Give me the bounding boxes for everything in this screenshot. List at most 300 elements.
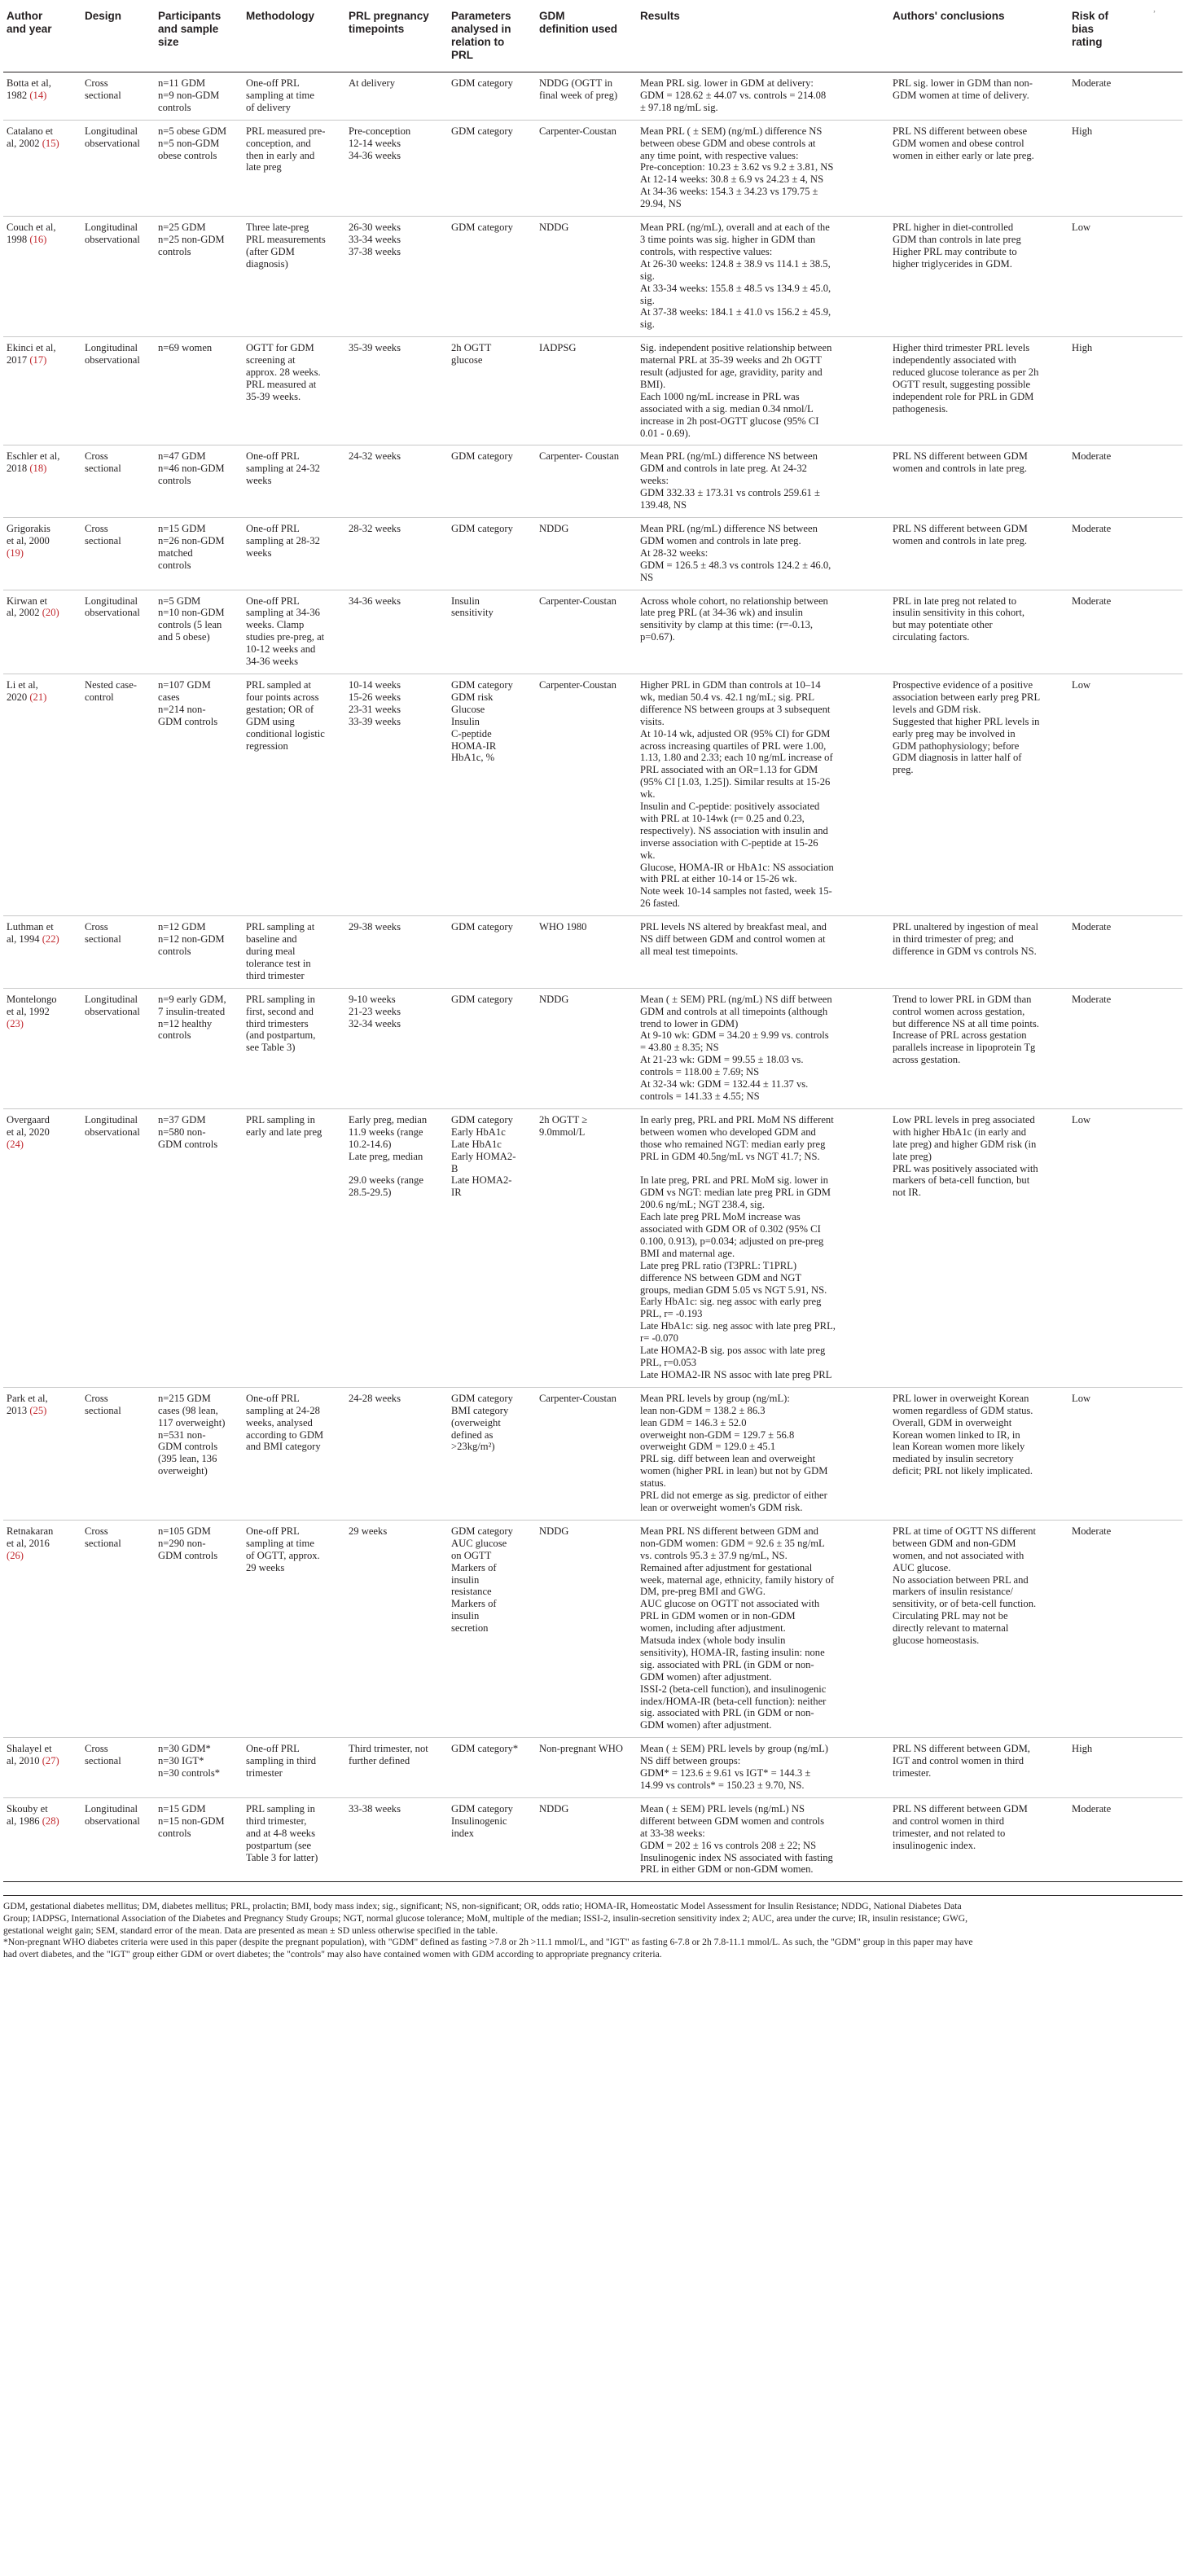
author-line xyxy=(7,234,77,246)
author-text: Couch et al, xyxy=(7,222,56,234)
cell-participants xyxy=(155,1797,243,1881)
author-line xyxy=(7,691,77,704)
cell-conclusions xyxy=(889,518,1068,590)
cell-line: Mean ( ± SEM) PRL levels by group (ng/mL) xyxy=(640,1743,829,1755)
cell-line: but difference NS at all time points. xyxy=(893,1017,1039,1029)
cell-line: and at 4-8 weeks xyxy=(246,1827,315,1839)
cell-line: n=30 GDM* xyxy=(158,1743,211,1755)
cell-participants xyxy=(155,72,243,121)
cell-line: One-off PRL xyxy=(246,1525,300,1537)
cell-line: One-off PRL xyxy=(246,523,300,534)
cell-line: Mean PRL (ng/mL), overall and at each of the xyxy=(640,222,830,234)
cell-line: Insulin xyxy=(451,715,480,727)
cell-line: At delivery xyxy=(349,77,396,89)
cell-line: between women who developed GDM and xyxy=(640,1126,816,1138)
cell-line: sampling at 34-36 xyxy=(246,607,320,619)
cell-line: PRL unaltered by ingestion of meal xyxy=(893,921,1038,933)
reference-link[interactable]: (14) xyxy=(29,89,47,101)
studies-table xyxy=(3,2,1182,1882)
cell-line: Nested case- xyxy=(85,678,137,691)
cell-line: GDM category xyxy=(451,523,513,534)
cell-line: n=30 IGT* xyxy=(158,1755,204,1767)
cell-line: sensitivity, or of beta-cell function. xyxy=(893,1598,1037,1610)
cell-results xyxy=(637,916,889,989)
cell-line: first, second and xyxy=(246,1005,314,1017)
author-text: Skouby et xyxy=(7,1802,48,1815)
author-text: 2020 xyxy=(7,691,30,703)
cell-line: n=531 non- xyxy=(158,1428,206,1441)
author-text: et al, 2016 xyxy=(7,1537,50,1549)
author-line xyxy=(7,1550,77,1562)
cell-line: PRL, r= -0.193 xyxy=(640,1308,703,1320)
cell-timepoints xyxy=(345,217,448,337)
cell-line: sensitivity xyxy=(451,607,494,619)
column-header-methodology xyxy=(243,2,345,72)
cell-line: Low PRL levels in preg associated xyxy=(893,1113,1035,1126)
cell-line: Insulin and C-peptide: positively associated xyxy=(640,801,820,813)
cell-line: GDM = 128.62 ± 44.07 vs. controls = 214.08 xyxy=(640,89,827,101)
risk-rating: High xyxy=(1072,342,1093,354)
cell-line: 14.99 vs controls* = 150.23 ± 9.70, NS. xyxy=(640,1780,805,1791)
reference-link[interactable]: (26) xyxy=(7,1549,24,1561)
cell-line: between GDM and non-GDM xyxy=(893,1537,1016,1549)
cell-timepoints xyxy=(345,72,448,121)
footnote-line: Group; IADPSG, International Association of the Diabetes and Pregnancy Study Groups; NGT, normal glucose tolerance; MoM, multiple of the median; ISSI-2, insulin-secretion sensitivity index 2; AUC, area under the curve; IR, insulin resistance; GWG, xyxy=(3,1912,968,1924)
cell-author xyxy=(3,988,81,1108)
cell-line: late preg PRL (at 34-36 wk) and insulin xyxy=(640,607,803,619)
cell-line: C-peptide xyxy=(451,727,492,739)
cell-timepoints xyxy=(345,674,448,915)
cell-line: Cross xyxy=(85,921,108,933)
cell-line: studies pre-preg, at xyxy=(246,631,325,643)
cell-line: increase in 2h post-OGTT glucose (95% CI xyxy=(640,415,819,427)
cell-line: levels and GDM risk. xyxy=(893,703,981,715)
cell-line: 1.13, 1.80 and 2.33; each 10 ng/mL increase of xyxy=(640,752,833,764)
cell-line: wk. xyxy=(640,788,656,801)
cell-line: NDDG (OGTT in xyxy=(539,77,613,89)
author-text: al, 1994 xyxy=(7,933,42,946)
author-text: Luthman et xyxy=(7,921,54,933)
cell-line: In early preg, PRL and PRL MoM NS different xyxy=(640,1113,834,1126)
cell-conclusions xyxy=(889,1108,1068,1387)
cell-parameters xyxy=(448,674,536,915)
cell-line: but may potentiate other xyxy=(893,619,993,631)
cell-risk xyxy=(1068,1797,1182,1881)
cell-line: Carpenter-Coustan xyxy=(539,1392,616,1404)
author-text: Grigorakis xyxy=(7,523,50,534)
cell-line: GDM category xyxy=(451,1392,513,1404)
risk-rating: Moderate xyxy=(1072,523,1112,534)
risk-rating: Moderate xyxy=(1072,1525,1112,1537)
cell-line: 32-34 weeks xyxy=(349,1017,401,1029)
cell-results xyxy=(637,590,889,674)
cell-line: n=11 GDM xyxy=(158,77,206,89)
cell-risk xyxy=(1068,518,1182,590)
cell-design xyxy=(81,120,155,216)
column-header-line: size xyxy=(158,36,179,48)
cell-methodology xyxy=(243,1520,345,1737)
cell-line: independent role for PRL in GDM xyxy=(893,390,1034,402)
footnote-line: gestational weight gain; SEM, standard error of the mean. Data are presented as mean ± SD unless otherwise specified in the table. xyxy=(3,1924,498,1936)
cell-line: (95% CI [1.03, 1.25]). Similar results at 15-26 xyxy=(640,776,831,788)
reference-link[interactable]: (24) xyxy=(7,1138,24,1150)
cell-definition xyxy=(536,988,637,1108)
review-table-document xyxy=(3,2,1182,1960)
author-text: et al, 2020 xyxy=(7,1126,50,1138)
cell-line: sampling at time xyxy=(246,1537,314,1549)
cell-line: Circulating PRL may not be xyxy=(893,1610,1008,1622)
author-line xyxy=(7,679,77,691)
table-row xyxy=(3,337,1182,445)
cell-line: Late HOMA2-B sig. pos assoc with late preg xyxy=(640,1345,826,1357)
cell-line: 9-10 weeks xyxy=(349,993,396,1005)
column-header-line: PRL pregnancy xyxy=(349,10,429,22)
cell-risk xyxy=(1068,337,1182,445)
cell-design xyxy=(81,445,155,518)
cell-line: women regardless of GDM status. xyxy=(893,1404,1033,1416)
cell-participants xyxy=(155,916,243,989)
cell-line: NDDG xyxy=(539,222,569,234)
cell-line: Longitudinal xyxy=(85,342,138,354)
cell-line: Suggested that higher PRL levels in xyxy=(893,715,1040,727)
cell-line: DM, pre-preg BMI and GWG. xyxy=(640,1586,766,1598)
cell-line: 24-32 weeks xyxy=(349,450,401,463)
reference-link[interactable]: (17) xyxy=(29,354,47,366)
cell-line: controls = 141.33 ± 4.55; NS xyxy=(640,1090,760,1102)
author-line xyxy=(7,607,77,619)
cell-conclusions xyxy=(889,72,1068,121)
column-header-line: Authors' conclusions xyxy=(893,10,1005,22)
author-text: al, 2002 xyxy=(7,607,42,619)
column-header-line: and year xyxy=(7,23,52,35)
cell-conclusions xyxy=(889,590,1068,674)
table-body xyxy=(3,72,1182,1882)
cell-line: At 12-14 weeks: 30.8 ± 6.9 vs 24.23 ± 4, NS xyxy=(640,173,824,186)
cell-parameters xyxy=(448,1797,536,1881)
cell-line: independently associated with xyxy=(893,354,1016,366)
cell-line: NDDG xyxy=(539,993,569,1005)
cell-line: controls xyxy=(158,101,191,113)
cell-line: Cross xyxy=(85,1392,108,1404)
cell-line: groups, median GDM 5.05 vs NGT 5.91, NS. xyxy=(640,1284,827,1296)
cell-design xyxy=(81,337,155,445)
cell-line: Pre-conception xyxy=(349,125,411,137)
author-line xyxy=(7,342,77,354)
cell-line: PRL sampling at xyxy=(246,921,315,933)
cell-line: 23-31 weeks xyxy=(349,703,401,715)
cell-line: late preg xyxy=(246,161,282,173)
cell-line: n=25 GDM xyxy=(158,222,206,234)
cell-definition xyxy=(536,1797,637,1881)
cell-risk xyxy=(1068,72,1182,121)
cell-parameters xyxy=(448,1738,536,1798)
cell-line: ISSI-2 (beta-cell function), and insulinogenic xyxy=(640,1683,827,1695)
cell-line: BMI and maternal age. xyxy=(640,1247,735,1259)
cell-line: with PRL at 10-14wk (r= 0.25 and 0.23, xyxy=(640,812,805,824)
cell-line: wk, median 50.4 vs. 42.1 ng/mL; sig. PRL xyxy=(640,691,815,703)
cell-conclusions xyxy=(889,988,1068,1108)
cell-line: n=9 non-GDM xyxy=(158,89,220,101)
cell-line: GDM women at time of delivery. xyxy=(893,89,1029,101)
cell-line: PRL was positively associated with xyxy=(893,1162,1038,1174)
author-line xyxy=(7,77,77,90)
cell-design xyxy=(81,674,155,915)
cell-line: NDDG xyxy=(539,523,569,534)
cell-line: cases xyxy=(158,691,180,703)
cell-line: n=580 non- xyxy=(158,1126,206,1138)
cell-line: In late preg, PRL and PRL MoM sig. lower in xyxy=(640,1174,828,1187)
cell-line: n=12 non-GDM xyxy=(158,933,225,946)
author-line xyxy=(7,125,77,138)
cell-line: n=69 women xyxy=(158,342,213,354)
reference-link[interactable]: (23) xyxy=(7,1017,24,1029)
cell-line: controls xyxy=(158,245,191,257)
cell-line: GDM women and obese control xyxy=(893,137,1024,149)
cell-line: PRL NS different between GDM xyxy=(893,523,1028,534)
cell-line: r= -0.070 xyxy=(640,1332,678,1345)
cell-line: GDM category xyxy=(451,450,513,463)
cell-line: 15-26 weeks xyxy=(349,691,401,703)
author-text: et al, 1992 xyxy=(7,1005,50,1017)
reference-link[interactable]: (28) xyxy=(42,1815,59,1827)
cell-methodology xyxy=(243,590,345,674)
cell-line: directly relevant to maternal xyxy=(893,1622,1009,1635)
cell-line: GDM and controls in late preg. At 24-32 xyxy=(640,463,807,475)
cell-participants xyxy=(155,217,243,337)
cell-line: screening at xyxy=(246,354,296,366)
cell-design xyxy=(81,518,155,590)
cell-line: trimester, and not related to xyxy=(893,1827,1006,1839)
cell-line: visits. xyxy=(640,715,665,727)
reference-link[interactable]: (22) xyxy=(42,933,59,946)
cell-line: 12-14 weeks xyxy=(349,137,401,149)
cell-line: observational xyxy=(85,1005,140,1017)
footnote-line: GDM, gestational diabetes mellitus; DM, diabetes mellitus; PRL, prolactin; BMI, body mass index; sig., significant; NS, non-significant; OR, odds ratio; HOMA-IR, Homeostatic Model Assessment for Insulin Resistance; NDDG, National Diabetes Data xyxy=(3,1901,962,1912)
cell-line: 0.100, 0.913), p=0.034; adjusted on pre-preg xyxy=(640,1235,824,1247)
cell-line: markers of beta-cell function, but xyxy=(893,1174,1030,1187)
cell-line: GDM controls xyxy=(158,1138,218,1150)
cell-methodology xyxy=(243,674,345,915)
cell-line: PRL sampling in xyxy=(246,993,315,1005)
author-line xyxy=(7,595,77,608)
cell-line: women and controls in late preg. xyxy=(893,463,1028,475)
cell-line: GDM risk xyxy=(451,691,494,703)
cell-line: 11.9 weeks (range xyxy=(349,1126,423,1138)
cell-line: n=46 non-GDM xyxy=(158,463,225,475)
cell-line: WHO 1980 xyxy=(539,921,587,933)
cell-line: not IR. xyxy=(893,1187,921,1199)
reference-link[interactable]: (19) xyxy=(7,546,24,559)
cell-line: AUC glucose on OGTT not associated with xyxy=(640,1598,820,1610)
cell-definition xyxy=(536,518,637,590)
cell-line: observational xyxy=(85,607,140,619)
cell-timepoints xyxy=(345,445,448,518)
cell-line: GDM = 126.5 ± 48.3 vs controls 124.2 ± 46.0, xyxy=(640,559,831,571)
cell-line: n=25 non-GDM xyxy=(158,233,225,245)
cell-line: tolerance test in xyxy=(246,957,311,969)
reference-link[interactable]: (25) xyxy=(29,1404,47,1416)
cell-line: IADPSG xyxy=(539,342,577,354)
cell-line: sensitivity by clamp at this time: (r=-0.13, xyxy=(640,619,814,631)
cell-line: Early HOMA2- xyxy=(451,1150,516,1162)
cell-line: controls xyxy=(158,946,191,957)
cell-line: B xyxy=(451,1162,458,1174)
cell-participants xyxy=(155,1387,243,1520)
cell-line: Mean PRL (ng/mL) difference NS between xyxy=(640,450,818,463)
cell-line: markers of insulin resistance/ xyxy=(893,1586,1013,1598)
cell-line: One-off PRL xyxy=(246,1392,300,1404)
cell-line: glucose xyxy=(451,354,483,366)
cell-line: 2h OGTT ≥ xyxy=(539,1113,588,1126)
cell-line: postpartum (see xyxy=(246,1839,312,1851)
cell-participants xyxy=(155,988,243,1108)
column-header-line: Risk of xyxy=(1072,10,1109,22)
cell-line: 33-38 weeks xyxy=(349,1802,401,1815)
cell-line: weeks: xyxy=(640,475,669,487)
cell-line: Cross xyxy=(85,77,108,89)
risk-rating: High xyxy=(1072,125,1093,137)
cell-timepoints xyxy=(345,1797,448,1881)
author-text: al, 2002 xyxy=(7,137,42,149)
cell-line: GDM controls xyxy=(158,1549,218,1561)
reference-link[interactable]: (27) xyxy=(42,1755,59,1767)
risk-rating: Moderate xyxy=(1072,921,1112,933)
cell-line: and 5 obese) xyxy=(158,631,210,643)
author-text: 2013 xyxy=(7,1404,30,1416)
cell-line: n=30 controls* xyxy=(158,1767,221,1780)
column-header-line: definition used xyxy=(539,23,617,35)
cell-timepoints xyxy=(345,120,448,216)
cell-line: Mean ( ± SEM) PRL (ng/mL) NS diff between xyxy=(640,993,832,1005)
cell-line: = 43.80 ± 8.35; NS xyxy=(640,1042,719,1054)
table-row xyxy=(3,674,1182,915)
reference-link[interactable]: (16) xyxy=(29,233,47,245)
cell-line: PRL in either GDM or non-GDM women. xyxy=(640,1863,814,1876)
cell-conclusions xyxy=(889,445,1068,518)
cell-line: PRL sig. lower in GDM than non- xyxy=(893,77,1033,89)
cell-line: controls xyxy=(158,475,191,487)
author-line xyxy=(7,222,77,234)
cell-definition xyxy=(536,916,637,989)
cell-design xyxy=(81,1520,155,1737)
cell-line: Three late-preg xyxy=(246,222,309,234)
cell-line: Longitudinal xyxy=(85,993,138,1005)
cell-line: insulin xyxy=(451,1610,480,1622)
cell-line: Cross xyxy=(85,450,108,463)
cell-line: those who remained NGT: median early preg xyxy=(640,1138,826,1150)
cell-line: and BMI category xyxy=(246,1441,321,1453)
cell-line: lean Korean women more likely xyxy=(893,1441,1025,1453)
cell-design xyxy=(81,1387,155,1520)
cell-design xyxy=(81,1738,155,1798)
cell-line: Cross xyxy=(85,523,108,534)
cell-line: OGTT for GDM xyxy=(246,342,314,354)
cell-risk xyxy=(1068,916,1182,989)
cell-line: GDM category xyxy=(451,993,513,1005)
table-row xyxy=(3,217,1182,337)
cell-participants xyxy=(155,120,243,216)
risk-rating: High xyxy=(1072,1743,1093,1755)
cell-conclusions xyxy=(889,120,1068,216)
cell-line: GDM controls xyxy=(158,1441,218,1453)
cell-line: week, maternal age, ethnicity, family history of xyxy=(640,1573,835,1586)
author-line xyxy=(7,450,77,463)
cell-parameters xyxy=(448,72,536,121)
cell-line: further defined xyxy=(349,1755,410,1767)
cell-line: Late preg PRL ratio (T3PRL: T1PRL) xyxy=(640,1259,797,1271)
reference-link[interactable]: (18) xyxy=(29,463,47,475)
cell-line: 24-28 weeks xyxy=(349,1392,401,1404)
cell-line: sampling in third xyxy=(246,1755,317,1767)
cell-line: ± 97.18 ng/mL sig. xyxy=(640,101,718,113)
cell-definition xyxy=(536,1738,637,1798)
cell-timepoints xyxy=(345,988,448,1108)
cell-line: Late HbA1c: sig. neg assoc with late preg PRL, xyxy=(640,1320,836,1332)
cell-line: overweight non-GDM = 129.7 ± 56.8 xyxy=(640,1428,795,1441)
cell-line: Late HbA1c xyxy=(451,1138,502,1150)
cell-line: >23kg/m²) xyxy=(451,1441,495,1453)
author-text: et al, 2000 xyxy=(7,534,50,546)
cell-line: PRL, r=0.053 xyxy=(640,1357,697,1368)
column-header-line: Methodology xyxy=(246,10,314,22)
cell-line: GDM women and controls in late preg. xyxy=(640,534,801,546)
cell-line: AUC glucose. xyxy=(893,1561,951,1573)
cell-line: trimester xyxy=(246,1767,283,1780)
author-text: al, 1986 xyxy=(7,1815,42,1827)
cell-methodology xyxy=(243,518,345,590)
cell-line: Early preg, median xyxy=(349,1113,428,1126)
cell-line: GDM women) after adjustment. xyxy=(640,1719,772,1731)
cell-line: Across whole cohort, no relationship between xyxy=(640,595,828,607)
cell-line: in third trimester of preg; and xyxy=(893,933,1014,946)
cell-parameters xyxy=(448,337,536,445)
author-text: Kirwan et xyxy=(7,595,48,607)
cell-results xyxy=(637,445,889,518)
cell-line: trimester. xyxy=(893,1767,932,1780)
cell-line: weeks xyxy=(246,546,272,559)
cell-line: 0.01 - 0.69). xyxy=(640,427,691,439)
risk-rating: Low xyxy=(1072,1113,1091,1126)
cell-line: early and late preg xyxy=(246,1126,322,1138)
column-header-results xyxy=(637,2,889,72)
cell-line: At 34-36 weeks: 154.3 ± 34.23 vs 179.75 ± xyxy=(640,186,818,198)
cell-line: Mean PRL levels by group (ng/mL): xyxy=(640,1392,790,1404)
column-header-author xyxy=(3,2,81,72)
cell-line: GDM category* xyxy=(451,1743,519,1755)
author-line xyxy=(7,354,77,366)
cell-author xyxy=(3,916,81,989)
cell-design xyxy=(81,916,155,989)
cell-line: GDM using xyxy=(246,715,295,727)
cell-line: cases (98 lean, xyxy=(158,1404,218,1416)
cell-line: conception, and xyxy=(246,137,311,149)
cell-line: with higher HbA1c (in early and xyxy=(893,1126,1027,1138)
cell-line: sectional xyxy=(85,1537,121,1549)
cell-line: baseline and xyxy=(246,933,297,946)
cell-line: 200.6 ng/mL; NGT 238.4, sig. xyxy=(640,1199,765,1211)
reference-link[interactable]: (15) xyxy=(42,137,59,149)
footnote-line: *Non-pregnant WHO diabetes criteria were used in this paper (despite the pregnant population), with "GDM" defined as fasting >7.8 or 2h >11.1 mmol/L, and "IGT" as fasting 6-7.8 or 2h 7.8-11.1 mmol/L. As such, the "GDM" group in this paper may have xyxy=(3,1937,973,1948)
reference-link[interactable]: (21) xyxy=(29,691,47,703)
cell-line: matched xyxy=(158,546,193,559)
cell-line: GDM category xyxy=(451,678,513,691)
cell-author xyxy=(3,1520,81,1737)
author-line xyxy=(7,1538,77,1550)
cell-line: non-GDM women: GDM = 92.6 ± 35 ng/mL xyxy=(640,1537,825,1549)
cell-line: controls, with respective values: xyxy=(640,245,773,257)
reference-link[interactable]: (20) xyxy=(42,607,59,619)
cell-conclusions xyxy=(889,1387,1068,1520)
